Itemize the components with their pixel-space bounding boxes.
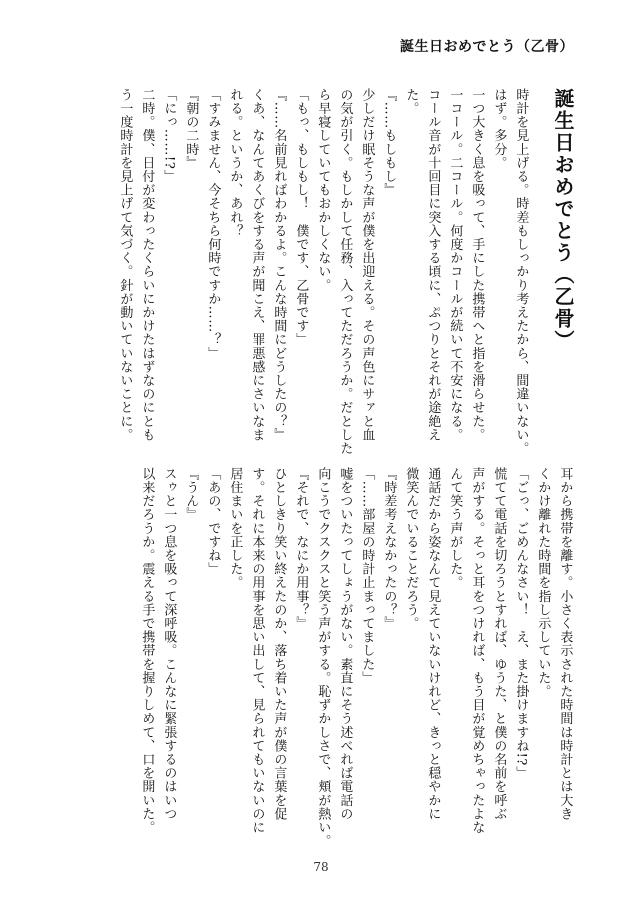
text-line: 嘘をついたってしょうがない。素直にそう述べれば電話の xyxy=(337,467,353,821)
page-number: 78 xyxy=(313,860,329,874)
text-line: 微笑んでいることだろう。 xyxy=(403,467,419,631)
text-line: 慌てて電話を切ろうとすれば、ゆうた、と僕の名前を呼ぶ xyxy=(491,467,507,821)
text-line: 一つ大きく息を吸って、手にした携帯へと指を滑らせた。 xyxy=(469,88,485,442)
text-line: れる。というか、あれ？ xyxy=(227,88,243,238)
text-line: 『うん』 xyxy=(183,467,199,522)
text-line: 以来だろうか。震える手で携帯を握りしめて、口を開いた。 xyxy=(139,467,155,835)
text-line: 『……もしもし』 xyxy=(381,88,397,197)
text-line: 時計を見上げる。時差もしっかり考えたから、間違いない。 xyxy=(513,88,529,456)
text-line: ひとしきり笑い終えたのか、落ち着いた声が僕の言葉を促 xyxy=(271,467,287,821)
text-line: コール音が十回目に突入する頃に、ぷつりとそれが途絶え xyxy=(425,88,441,442)
text-line: す。それに本来の用事を思い出して、見られてもいないのに xyxy=(249,467,265,835)
text-line: 一コール。二コール。何度かコールが続いて不安になる。 xyxy=(447,88,463,442)
text-line: 『……名前見ればわかるよ。こんな時間にどうしたの？』 xyxy=(271,88,287,442)
text-line: 『それで、なにか用事？』 xyxy=(293,467,309,631)
text-line: の気が引く。もしかして任務、入ってただろうか。だとした xyxy=(337,88,353,456)
text-line: ら早寝していてもおかしくない。 xyxy=(315,88,331,292)
text-line: 声がする。そっと耳をつければ、もう目が覚めちゃったよな xyxy=(469,467,485,835)
text-line: 「にっ……!?」 xyxy=(161,88,177,183)
chapter-title: 誕生日おめでとう（乙骨） xyxy=(551,88,575,352)
text-line: 向こうでクスクスと笑う声がする。恥ずかしさで、頬が熱い。 xyxy=(315,467,331,848)
text-line: 居住まいを正した。 xyxy=(227,467,243,590)
text-line: 「すみません、今そちら何時ですか……？」 xyxy=(205,88,221,360)
text-line: 「……部屋の時計止まってました」 xyxy=(359,467,375,685)
text-line: 「あの、ですね」 xyxy=(205,467,221,576)
text-line: くあ、なんてあくびをする声が聞こえ、罪悪感にさいなま xyxy=(249,88,265,442)
text-line: う一度時計を見上げて気づく。針が動いていないことに。 xyxy=(117,88,133,442)
text-line: 『朝の二時』 xyxy=(183,88,199,170)
text-line: 『時差考えなかったの？』 xyxy=(381,467,397,631)
text-line: 「もっ、もしもし！ 僕です、乙骨です」 xyxy=(293,88,309,347)
text-line: 通話だから姿なんて見えていないけれど、きっと穏やかに xyxy=(425,467,441,821)
text-line: 耳から携帯を離す。小さく表示された時間は時計とは大き xyxy=(557,467,573,821)
text-line: 二時。僕、日付が変わったくらいにかけたはずなのにとも xyxy=(139,88,155,442)
text-line: はず。多分。 xyxy=(491,88,507,170)
text-line: 少しだけ眠そうな声が僕を出迎える。その声色にサァと血 xyxy=(359,88,375,442)
text-line: スゥと一つ息を吸って深呼吸。こんなに緊張するのはいつ xyxy=(161,467,177,821)
text-line: 「ごっ、ごめんなさい！ え、また掛けますね!?」 xyxy=(513,467,529,780)
text-line: た。 xyxy=(403,88,419,116)
text-line: くかけ離れた時間を指し示していた。 xyxy=(535,467,551,699)
running-header: 誕生日おめでとう（乙骨） xyxy=(400,39,574,55)
text-line: んて笑う声がした。 xyxy=(447,467,463,590)
